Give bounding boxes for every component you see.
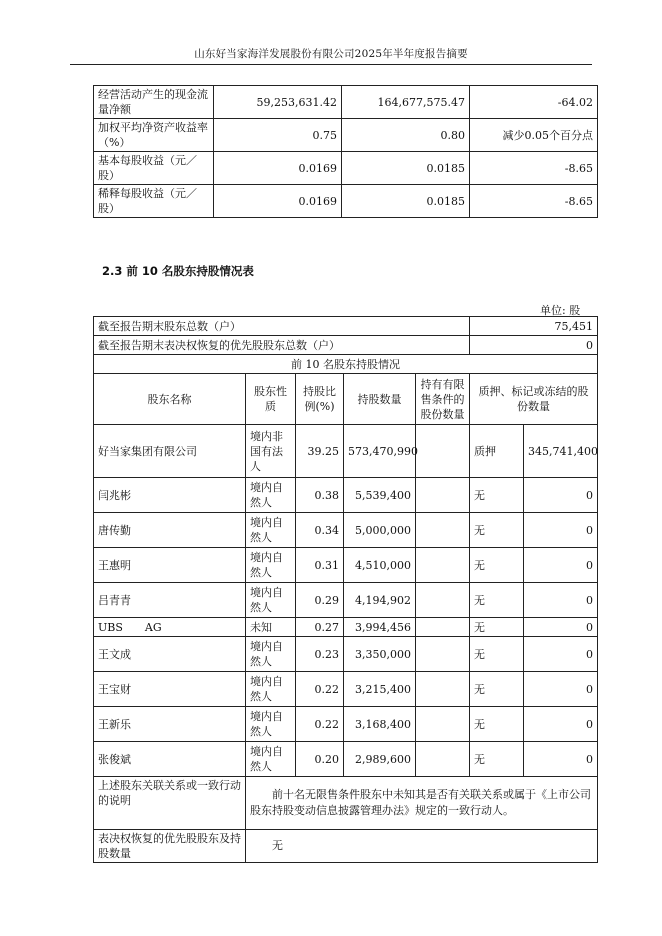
table-row: [94, 478, 598, 513]
restricted-shares: [416, 513, 470, 548]
shareholder-nature: 境内非国有法人: [246, 425, 296, 478]
pledge-status: 质押: [470, 425, 524, 478]
top-10-shareholders-table: [93, 316, 598, 863]
total-holders-value: 75,451: [470, 317, 598, 336]
row-label: 经营活动产生的现金流量净额: [94, 86, 214, 119]
col-header-pledge: 质押、标记或冻结的股份数量: [470, 374, 598, 425]
current-value: 0.0169: [214, 152, 342, 185]
holding-ratio: 0.27: [296, 618, 344, 637]
pledged-shares: 345,741,400: [524, 425, 598, 478]
holding-ratio: 0.22: [296, 672, 344, 707]
pledge-status: 无: [470, 513, 524, 548]
shareholder-nature: 境内自然人: [246, 707, 296, 742]
change-value: -8.65: [470, 185, 598, 218]
holding-ratio: 0.38: [296, 478, 344, 513]
section-title: 2.3 前 10 名股东持股情况表: [102, 264, 254, 278]
shareholder-name: UBS AG: [94, 618, 246, 637]
shareholder-name: 王惠明: [94, 548, 246, 583]
pledge-status: 无: [470, 637, 524, 672]
preferred-holders-list-value: 无: [246, 830, 598, 863]
page-header: 山东好当家海洋发展股份有限公司2025年半年度报告摘要: [194, 48, 468, 60]
holding-shares: 3,215,400: [344, 672, 416, 707]
pledged-shares: 0: [524, 707, 598, 742]
restricted-shares: [416, 583, 470, 618]
table-row: [94, 583, 598, 618]
holding-shares: 573,470,990: [344, 425, 416, 478]
restricted-shares: [416, 548, 470, 583]
holding-shares: 2,989,600: [344, 742, 416, 777]
current-value: 0.75: [214, 119, 342, 152]
previous-value: 0.0185: [342, 185, 470, 218]
restricted-shares: [416, 425, 470, 478]
shareholder-nature: 境内自然人: [246, 583, 296, 618]
shareholder-name: 王宝财: [94, 672, 246, 707]
holding-ratio: 0.34: [296, 513, 344, 548]
shareholder-name: 好当家集团有限公司: [94, 425, 246, 478]
preferred-holders-value: 0: [470, 336, 598, 355]
col-header-ratio: 持股比例(%): [296, 374, 344, 425]
table-row: [94, 185, 598, 218]
shareholder-name: 王文成: [94, 637, 246, 672]
pledge-status: 无: [470, 707, 524, 742]
shareholder-nature: 境内自然人: [246, 637, 296, 672]
holding-shares: 3,350,000: [344, 637, 416, 672]
current-value: 59,253,631.42: [214, 86, 342, 119]
pledged-shares: 0: [524, 618, 598, 637]
shareholder-name: 唐传勤: [94, 513, 246, 548]
relation-label: 上述股东关联关系或一致行动的说明: [94, 777, 246, 830]
table-row: [94, 618, 598, 637]
pledged-shares: 0: [524, 583, 598, 618]
unit-label: 单位: 股: [540, 304, 581, 317]
previous-value: 0.0185: [342, 152, 470, 185]
row-label: 稀释每股收益（元／股）: [94, 185, 214, 218]
holding-ratio: 0.31: [296, 548, 344, 583]
holding-shares: 5,000,000: [344, 513, 416, 548]
holding-shares: 3,168,400: [344, 707, 416, 742]
holding-ratio: 39.25: [296, 425, 344, 478]
change-value: 减少0.05个百分点: [470, 119, 598, 152]
table-row: [94, 119, 598, 152]
table-row: [94, 317, 598, 336]
pledge-status: 无: [470, 618, 524, 637]
holding-shares: 5,539,400: [344, 478, 416, 513]
col-header-shares: 持股数量: [344, 374, 416, 425]
row-label: 基本每股收益（元／股）: [94, 152, 214, 185]
table-row: [94, 152, 598, 185]
table-row: [94, 336, 598, 355]
shareholder-name: 王新乐: [94, 707, 246, 742]
restricted-shares: [416, 707, 470, 742]
table-row: [94, 707, 598, 742]
header-row: [94, 374, 598, 425]
group-title: 前 10 名股东持股情况: [94, 355, 598, 374]
pledged-shares: 0: [524, 548, 598, 583]
restricted-shares: [416, 637, 470, 672]
table-row: [94, 637, 598, 672]
pledge-status: 无: [470, 548, 524, 583]
holding-shares: 3,994,456: [344, 618, 416, 637]
table-row: [94, 742, 598, 777]
header-rule: [70, 64, 592, 65]
shareholder-nature: 境内自然人: [246, 478, 296, 513]
pledged-shares: 0: [524, 672, 598, 707]
previous-value: 164,677,575.47: [342, 86, 470, 119]
holding-ratio: 0.20: [296, 742, 344, 777]
total-holders-label: 截至报告期末股东总数（户）: [94, 317, 470, 336]
table-row: [94, 830, 598, 863]
table-row: [94, 355, 598, 374]
change-value: -8.65: [470, 152, 598, 185]
table-row: [94, 777, 598, 830]
shareholder-nature: 未知: [246, 618, 296, 637]
shareholder-nature: 境内自然人: [246, 672, 296, 707]
pledged-shares: 0: [524, 637, 598, 672]
holding-ratio: 0.29: [296, 583, 344, 618]
table-row: [94, 513, 598, 548]
holding-ratio: 0.22: [296, 707, 344, 742]
restricted-shares: [416, 478, 470, 513]
pledged-shares: 0: [524, 513, 598, 548]
table-row: [94, 672, 598, 707]
col-header-name: 股东名称: [94, 374, 246, 425]
table-row: [94, 548, 598, 583]
table-row: [94, 86, 598, 119]
shareholder-name: 闫兆彬: [94, 478, 246, 513]
shareholder-name: 张俊斌: [94, 742, 246, 777]
restricted-shares: [416, 742, 470, 777]
col-header-restricted: 持有有限售条件的股份数量: [416, 374, 470, 425]
holding-ratio: 0.23: [296, 637, 344, 672]
preferred-holders-list-label: 表决权恢复的优先股股东及持股数量: [94, 830, 246, 863]
holding-shares: 4,510,000: [344, 548, 416, 583]
pledge-status: 无: [470, 672, 524, 707]
pledged-shares: 0: [524, 742, 598, 777]
financial-indicators-table: [93, 85, 598, 218]
table-row: [94, 425, 598, 478]
shareholder-nature: 境内自然人: [246, 513, 296, 548]
col-header-nature: 股东性质: [246, 374, 296, 425]
shareholder-name: 吕青青: [94, 583, 246, 618]
change-value: -64.02: [470, 86, 598, 119]
pledged-shares: 0: [524, 478, 598, 513]
shareholder-nature: 境内自然人: [246, 548, 296, 583]
restricted-shares: [416, 618, 470, 637]
pledge-status: 无: [470, 478, 524, 513]
pledge-status: 无: [470, 742, 524, 777]
current-value: 0.0169: [214, 185, 342, 218]
pledge-status: 无: [470, 583, 524, 618]
relation-text: 前十名无限售条件股东中未知其是否有关联关系或属于《上市公司股东持股变动信息披露管理办法》规定的一致行动人。: [246, 777, 598, 830]
holding-shares: 4,194,902: [344, 583, 416, 618]
row-label: 加权平均净资产收益率（%）: [94, 119, 214, 152]
previous-value: 0.80: [342, 119, 470, 152]
restricted-shares: [416, 672, 470, 707]
preferred-holders-label: 截至报告期末表决权恢复的优先股股东总数（户）: [94, 336, 470, 355]
shareholder-nature: 境内自然人: [246, 742, 296, 777]
